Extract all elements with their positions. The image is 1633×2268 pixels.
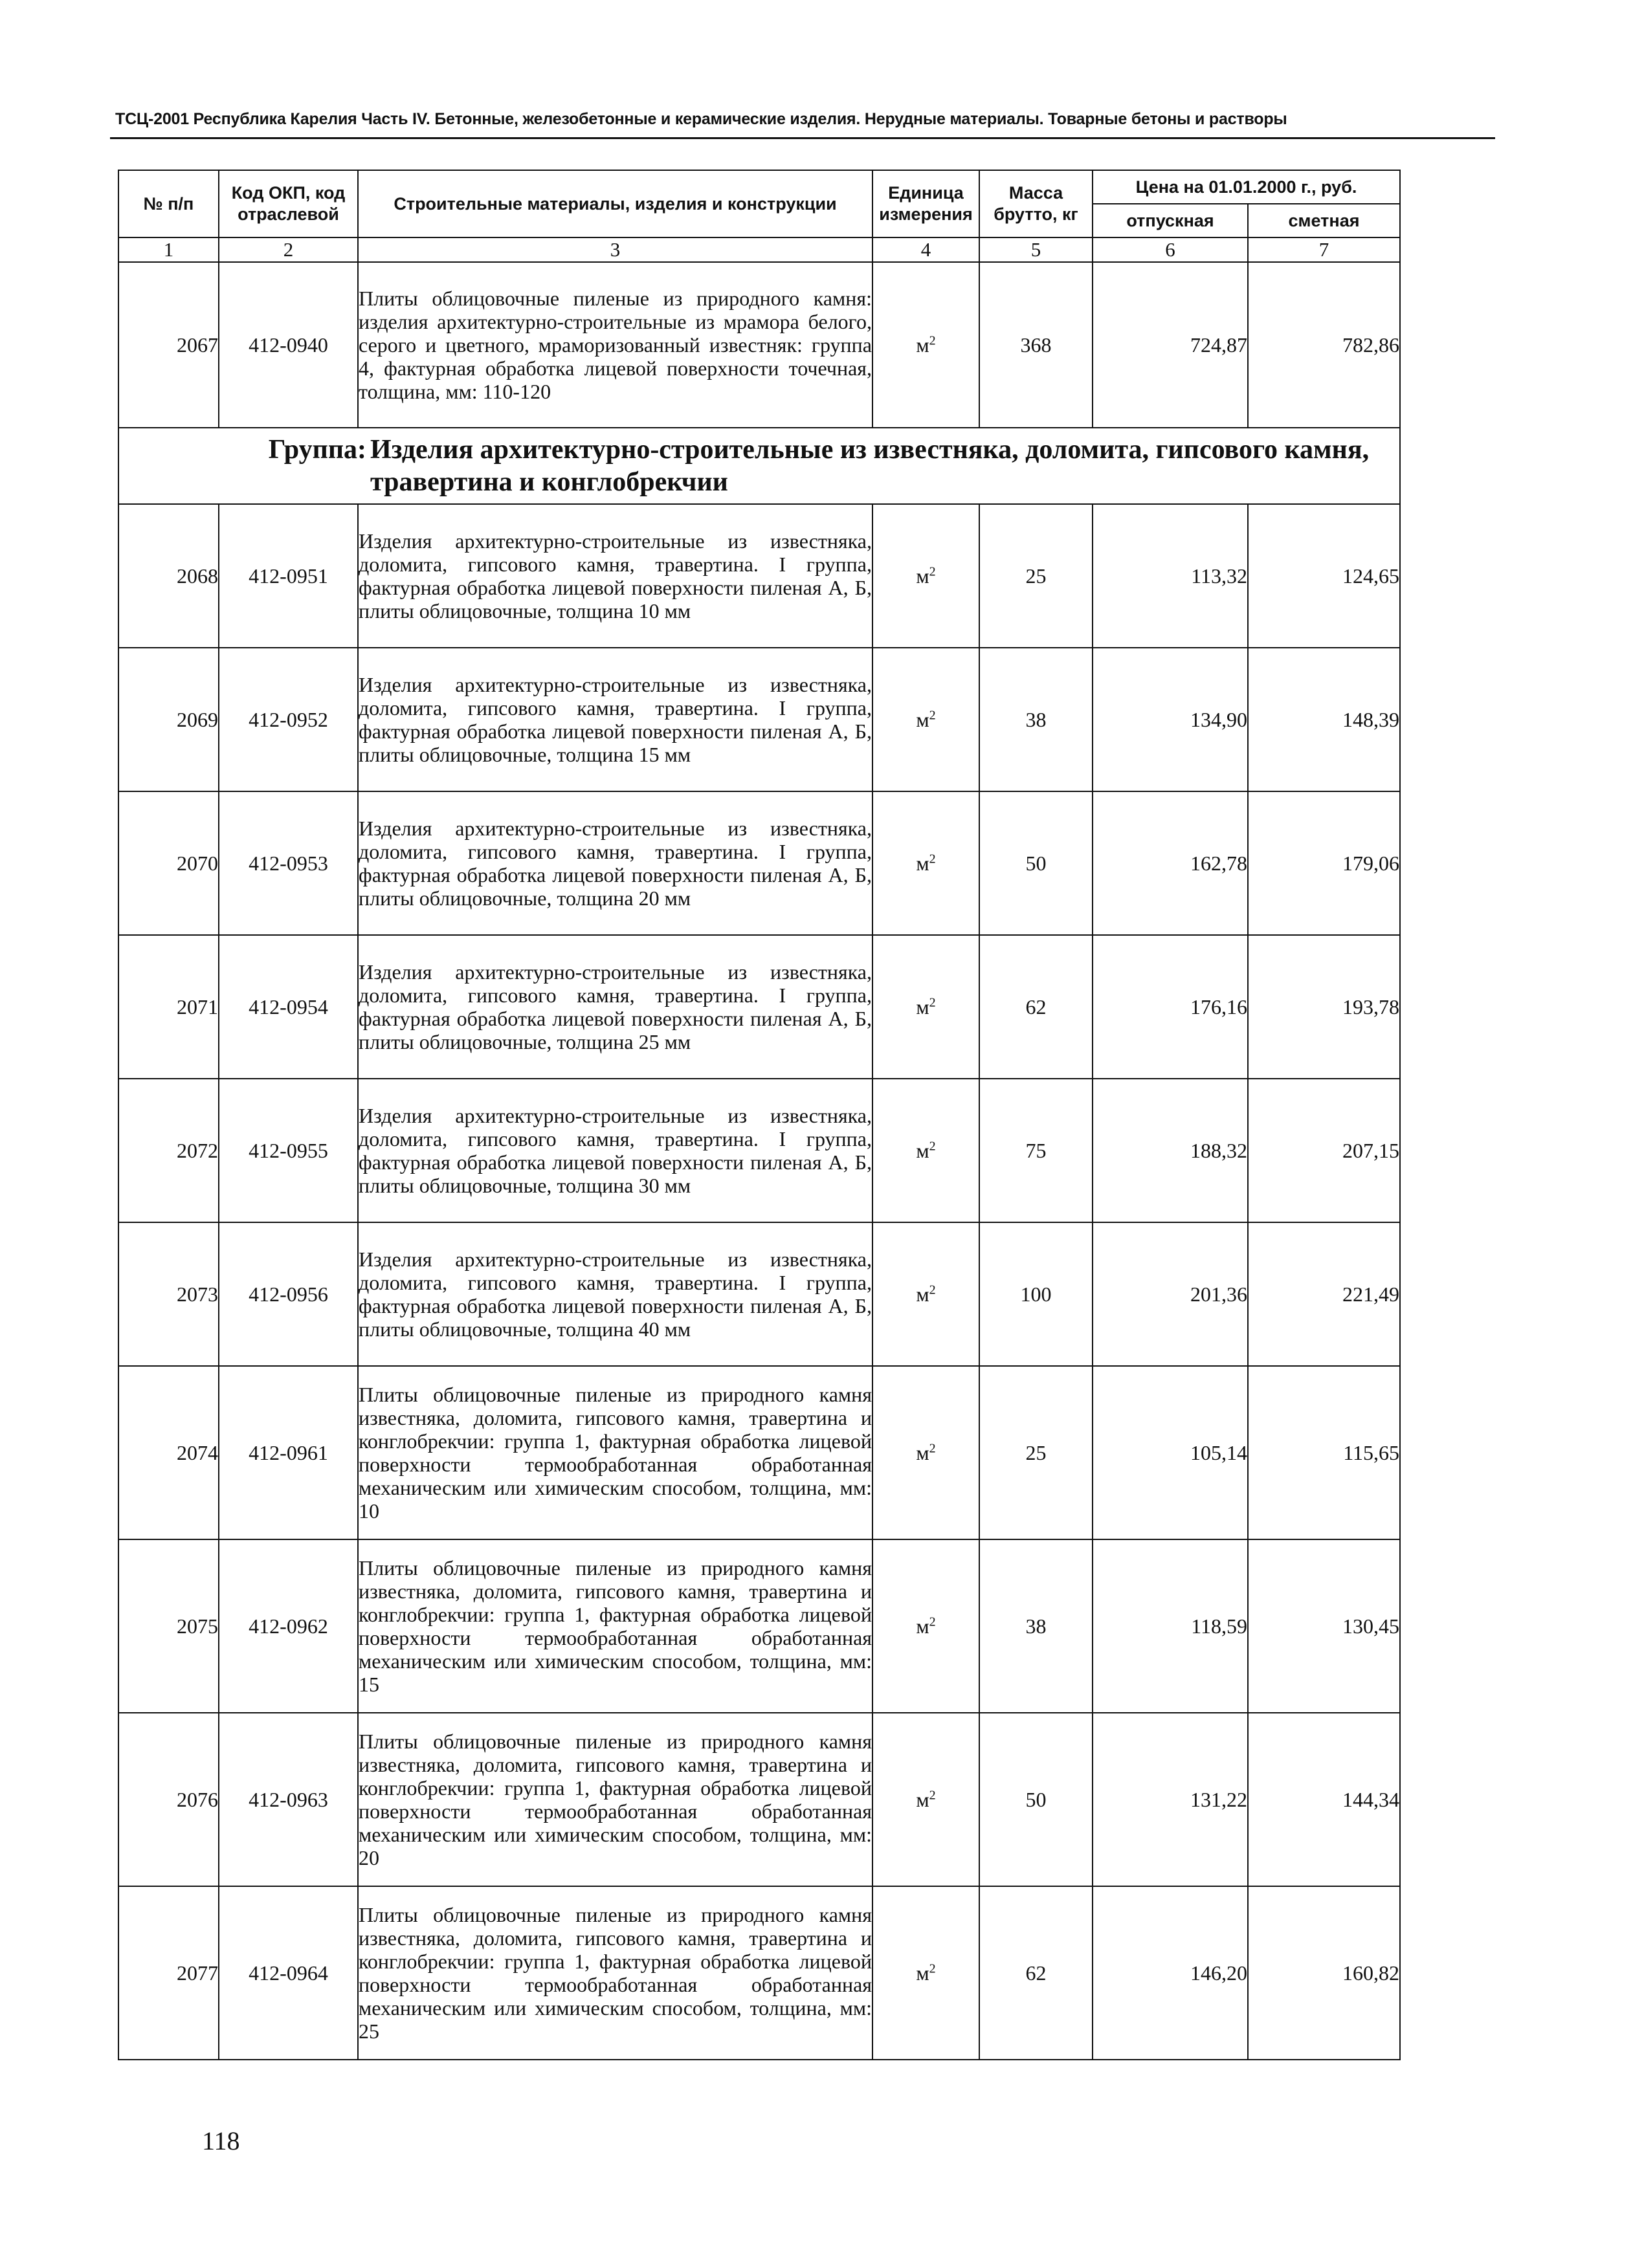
row-code: 412-0953 <box>219 791 358 935</box>
column-header-unit: Единица измерения <box>872 170 979 237</box>
column-header-num: № п/п <box>118 170 219 237</box>
group-row <box>118 428 1400 504</box>
row-price-estimate: 160,82 <box>1248 1886 1400 2060</box>
header-rule <box>110 137 1495 139</box>
running-title: ТСЦ-2001 Республика Карелия Часть IV. Бетонные, железобетонные и керамические изделия. Нерудные материалы. Товарные бетоны и растворы <box>115 110 1287 128</box>
table-row <box>118 1079 1400 1222</box>
row-unit: $м^2$ <box>872 648 979 791</box>
row-price-release: 118,59 <box>1093 1539 1248 1713</box>
column-number: 6 <box>1093 237 1248 262</box>
row-mass: 38 <box>979 648 1093 791</box>
row-number: 2075 <box>118 1539 219 1713</box>
row-code: 412-0955 <box>219 1079 358 1222</box>
row-price-release: 188,32 <box>1093 1079 1248 1222</box>
row-price-release: 134,90 <box>1093 648 1248 791</box>
row-mass: 75 <box>979 1079 1093 1222</box>
row-description: Изделия архитектурно-строительные из известняка, доломита, гипсового камня, травертина. I группа, фактурная обработка лицевой поверхности пиленая А, Б, плиты облицовочные, толщина 10 мм <box>358 504 872 648</box>
row-number: 2069 <box>118 648 219 791</box>
row-mass: 38 <box>979 1539 1093 1713</box>
row-price-release: 131,22 <box>1093 1713 1248 1886</box>
row-mass: 25 <box>979 1366 1093 1539</box>
row-price-estimate: 130,45 <box>1248 1539 1400 1713</box>
column-header-mass: Масса брутто, кг <box>979 170 1093 237</box>
price-table <box>118 170 1401 2060</box>
row-mass: 25 <box>979 504 1093 648</box>
row-price-estimate: 148,39 <box>1248 648 1400 791</box>
column-number: 4 <box>872 237 979 262</box>
row-price-estimate: 221,49 <box>1248 1222 1400 1366</box>
column-number: 5 <box>979 237 1093 262</box>
row-mass: 50 <box>979 791 1093 935</box>
row-description: Изделия архитектурно-строительные из известняка, доломита, гипсового камня, травертина. I группа, фактурная обработка лицевой поверхности пиленая А, Б, плиты облицовочные, толщина 15 мм <box>358 648 872 791</box>
row-number: 2074 <box>118 1366 219 1539</box>
row-price-release: 176,16 <box>1093 935 1248 1079</box>
row-price-release: 113,32 <box>1093 504 1248 648</box>
row-mass: 100 <box>979 1222 1093 1366</box>
row-code: 412-0963 <box>219 1713 358 1886</box>
row-mass: 62 <box>979 1886 1093 2060</box>
table-row <box>118 1366 1400 1539</box>
row-code: 412-0956 <box>219 1222 358 1366</box>
column-header-code: Код ОКП, код отраслевой <box>219 170 358 237</box>
row-code: 412-0940 <box>219 262 358 428</box>
row-unit: $м^2$ <box>872 935 979 1079</box>
row-description: Плиты облицовочные пиленые из природного камня известняка, доломита, гипсового камня, травертина и конглобрекчии: группа 1, фактурная обработка лицевой поверхности термообработанная обработанная механическим или химическим способом, толщина, мм: 20 <box>358 1713 872 1886</box>
row-description: Изделия архитектурно-строительные из известняка, доломита, гипсового камня, травертина. I группа, фактурная обработка лицевой поверхности пиленая А, Б, плиты облицовочные, толщина 25 мм <box>358 935 872 1079</box>
row-number: 2067 <box>118 262 219 428</box>
table-body-items <box>118 504 1400 2060</box>
table-row <box>118 1222 1400 1366</box>
table-row <box>118 1539 1400 1713</box>
row-description: Изделия архитектурно-строительные из известняка, доломита, гипсового камня, травертина. I группа, фактурная обработка лицевой поверхности пиленая А, Б, плиты облицовочные, толщина 20 мм <box>358 791 872 935</box>
row-price-estimate: 124,65 <box>1248 504 1400 648</box>
row-number: 2068 <box>118 504 219 648</box>
row-price-estimate: 193,78 <box>1248 935 1400 1079</box>
page-number: 118 <box>202 2126 240 2155</box>
row-description: Плиты облицовочные пиленые из природного камня известняка, доломита, гипсового камня, травертина и конглобрекчии: группа 1, фактурная обработка лицевой поверхности термообработанная обработанная механическим или химическим способом, толщина, мм: 25 <box>358 1886 872 2060</box>
row-number: 2070 <box>118 791 219 935</box>
column-number: 7 <box>1248 237 1400 262</box>
row-mass: 50 <box>979 1713 1093 1886</box>
row-code: 412-0962 <box>219 1539 358 1713</box>
group-title: Изделия архитектурно-строительные из известняка, доломита, гипсового камня, травертина и конглобрекчии <box>370 435 1370 497</box>
row-number: 2077 <box>118 1886 219 2060</box>
table-row <box>118 791 1400 935</box>
row-price-release: 201,36 <box>1093 1222 1248 1366</box>
row-unit: $м^2$ <box>872 1713 979 1886</box>
row-code: 412-0952 <box>219 648 358 791</box>
row-code: 412-0954 <box>219 935 358 1079</box>
row-mass: 368 <box>979 262 1093 428</box>
column-header-price-group: Цена на 01.01.2000 г., руб. <box>1093 170 1400 204</box>
table-row <box>118 1713 1400 1886</box>
row-number: 2071 <box>118 935 219 1079</box>
row-description: Изделия архитектурно-строительные из известняка, доломита, гипсового камня, травертина. I группа, фактурная обработка лицевой поверхности пиленая А, Б, плиты облицовочные, толщина 40 мм <box>358 1222 872 1366</box>
column-number: 3 <box>358 237 872 262</box>
table-row <box>118 1886 1400 2060</box>
row-code: 412-0951 <box>219 504 358 648</box>
table-row <box>118 262 1400 428</box>
column-header-description: Строительные материалы, изделия и конструкции <box>358 170 872 237</box>
row-code: 412-0961 <box>219 1366 358 1539</box>
row-unit: $м^2$ <box>872 1366 979 1539</box>
row-unit: $м^2$ <box>872 791 979 935</box>
row-unit: $м^2$ <box>872 1222 979 1366</box>
column-number: 1 <box>118 237 219 262</box>
column-number: 2 <box>219 237 358 262</box>
row-description: Изделия архитектурно-строительные из известняка, доломита, гипсового камня, травертина. I группа, фактурная обработка лицевой поверхности пиленая А, Б, плиты облицовочные, толщина 30 мм <box>358 1079 872 1222</box>
table-row <box>118 648 1400 791</box>
row-unit: $м^2$ <box>872 1886 979 2060</box>
row-price-release: 724,87 <box>1093 262 1248 428</box>
row-number: 2073 <box>118 1222 219 1366</box>
row-price-estimate: 144,34 <box>1248 1713 1400 1886</box>
row-price-release: 105,14 <box>1093 1366 1248 1539</box>
row-mass: 62 <box>979 935 1093 1079</box>
row-number: 2076 <box>118 1713 219 1886</box>
row-unit: $м^2$ <box>872 1079 979 1222</box>
row-code: 412-0964 <box>219 1886 358 2060</box>
row-number: 2072 <box>118 1079 219 1222</box>
row-unit: $м^2$ <box>872 504 979 648</box>
table-row <box>118 504 1400 648</box>
row-price-estimate: 782,86 <box>1248 262 1400 428</box>
row-description: Плиты облицовочные пиленые из природного камня известняка, доломита, гипсового камня, травертина и конглобрекчии: группа 1, фактурная обработка лицевой поверхности термообработанная обработанная механическим или химическим способом, толщина, мм: 10 <box>358 1366 872 1539</box>
row-unit: $м^2$ <box>872 262 979 428</box>
table-body <box>118 262 1400 504</box>
row-price-estimate: 179,06 <box>1248 791 1400 935</box>
group-label: Группа: <box>268 435 366 465</box>
row-price-release: 146,20 <box>1093 1886 1248 2060</box>
table-header <box>118 170 1400 262</box>
row-price-estimate: 207,15 <box>1248 1079 1400 1222</box>
row-description: Плиты облицовочные пиленые из природного камня известняка, доломита, гипсового камня, травертина и конглобрекчии: группа 1, фактурная обработка лицевой поверхности термообработанная обработанная механическим или химическим способом, толщина, мм: 15 <box>358 1539 872 1713</box>
table-row <box>118 935 1400 1079</box>
column-header-price-release: отпускная <box>1093 204 1248 237</box>
row-unit: $м^2$ <box>872 1539 979 1713</box>
row-price-release: 162,78 <box>1093 791 1248 935</box>
row-description: Плиты облицовочные пиленые из природного камня: изделия архитектурно-строительные из мрамора белого, серого и цветного, мраморизованный известняк: группа 4, фактурная обработка лицевой поверхности точечная, толщина, мм: 110-120 <box>358 262 872 428</box>
column-header-price-estimate: сметная <box>1248 204 1400 237</box>
row-price-estimate: 115,65 <box>1248 1366 1400 1539</box>
